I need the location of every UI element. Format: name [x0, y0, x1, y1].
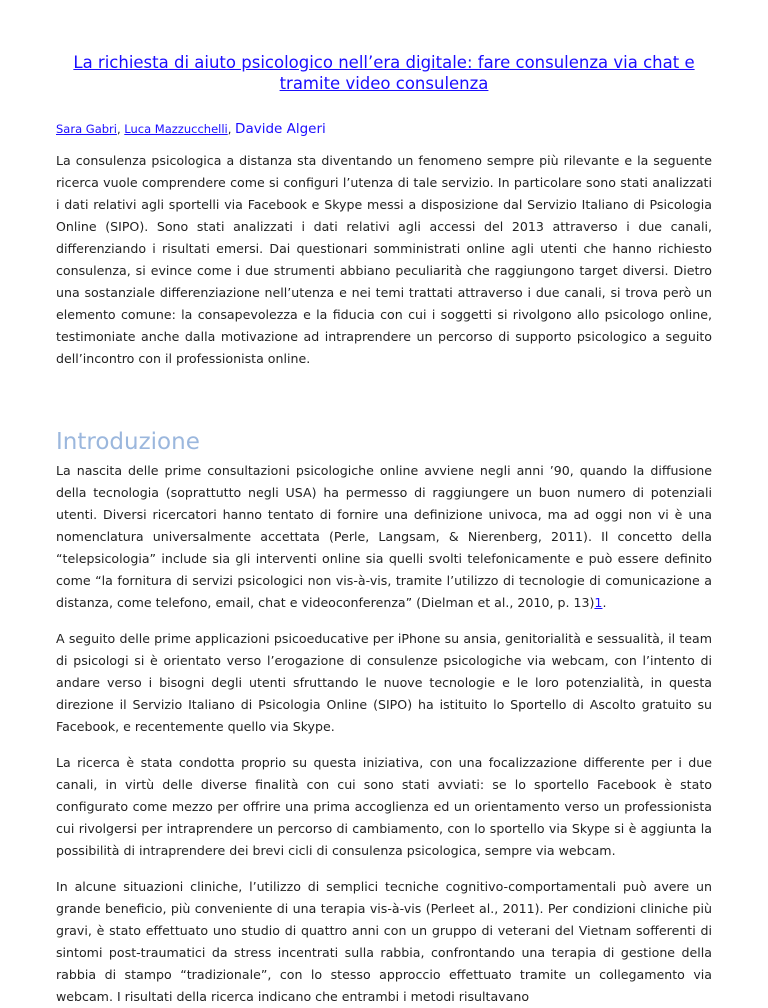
paragraph-text: La nascita delle prime consultazioni psicologiche online avviene negli anni ’90, quando la diffusione della tecnologia (soprattutto negli USA) ha permesso di raggiungere un buon numero di potenziali utenti. Diversi ricercatori hanno tentato di fornire una definizione univoca, ma ad oggi non vi è una nomenclatura universalmente accettata (Perle, Langsam, & Nierenberg, 2011). Il concetto della “telepsicologia” include sia gli interventi online sia quelli svolti telefonicamente e può essere definito come “la fornitura di servizi psicologici non vis-à-vis, tramite l’utilizzo di tecnologie di comunicazione a distanza, come telefono, email, chat e videoconferenza” (Dielman et al., 2010, p. 13) [56, 463, 712, 610]
author-link-2[interactable]: Luca Mazzucchelli [124, 122, 228, 136]
intro-paragraph-2: A seguito delle prime applicazioni psicoeducative per iPhone su ansia, genitorialità e sessualità, il team di psicologi si è orientato verso l’erogazione di consulenze psicologiche via webcam, con l’intento di andare verso i bisogni degli utenti sfruttando le nuove tecnologie e le loro potenzialità, in questa direzione il Servizio Italiano di Psicologia Online (SIPO) ha istituito lo Sportello di Ascolto gratuito su Facebook, e recentemente quello via Skype. [56, 631, 712, 734]
author-separator: , [116, 122, 121, 136]
intro-paragraph-1 [56, 460, 712, 614]
paragraph-end: . [602, 595, 607, 610]
footnote-link[interactable]: 1 [594, 595, 603, 610]
intro-paragraph-4: In alcune situazioni cliniche, l’utilizzo di semplici tecniche cognitivo-comportamentali può avere un grande beneficio, più conveniente di una terapia vis-à-vis (Perleet al., 2011). Per condizioni cliniche più gravi, è stato effettuato uno studio di quattro anni con un gruppo di veterani del Vietnam sofferenti di sintomi post-traumatici da stress incentrati sulla rabbia, confrontando una terapia di gestione della rabbia di stampo “tradizionale”, con lo stesso approccio effettuato tramite un collegamento via webcam. I risultati della ricerca indicano che entrambi i metodi risultavano [56, 879, 712, 1004]
abstract: La consulenza psicologica a distanza sta diventando un fenomeno sempre più rilevante e la seguente ricerca vuole comprendere come si configuri l’utenza di tale servizio. In particolare sono stati analizzati i dati relativi agli sportelli via Facebook e Skype messi a disposizione dal Servizio Italiano di Psicologia Online (SIPO). Sono stati analizzati i dati relativi agli accessi del 2013 attraverso i due canali, differenziando i risultati emersi. Dai questionari somministrati online agli utenti che hanno richiesto consulenza, si evince come i due strumenti abbiano peculiarità che raggiungono target diversi. Dietro una sostanziale differenziazione nell’utenza e nei temi trattati attraverso i due canali, si trova però un elemento comune: la consapevolezza e la fiducia con cui i soggetti si rivolgono allo psicologo online, testimoniate anche dalla motivazione ad intraprendere un percorso di supporto psicologico a seguito dell’incontro con il professionista online. [56, 153, 712, 366]
article-title-link[interactable]: La richiesta di aiuto psicologico nell’era digitale: fare consulenza via chat e tramite video consulenza [73, 53, 695, 93]
author-separator: , [227, 122, 232, 136]
author-link-3[interactable]: Davide Algeri [235, 121, 326, 137]
intro-paragraph-3: La ricerca è stata condotta proprio su questa iniziativa, con una focalizzazione differente per i due canali, in virtù delle diverse finalità con cui sono stati avviati: se lo sportello Facebook è stato configurato come mezzo per offrire una prima accoglienza ed un orientamento verso un professionista cui rivolgersi per intraprendere un percorso di cambiamento, con lo sportello via Skype si è aggiunta la possibilità di intraprendere dei brevi cicli di consulenza psicologica, sempre via webcam. [56, 755, 712, 858]
author-list [56, 121, 712, 137]
section-heading-introduzione: Introduzione [56, 429, 200, 455]
article-title [56, 52, 712, 94]
author-link-1[interactable]: Sara Gabri [56, 122, 117, 136]
